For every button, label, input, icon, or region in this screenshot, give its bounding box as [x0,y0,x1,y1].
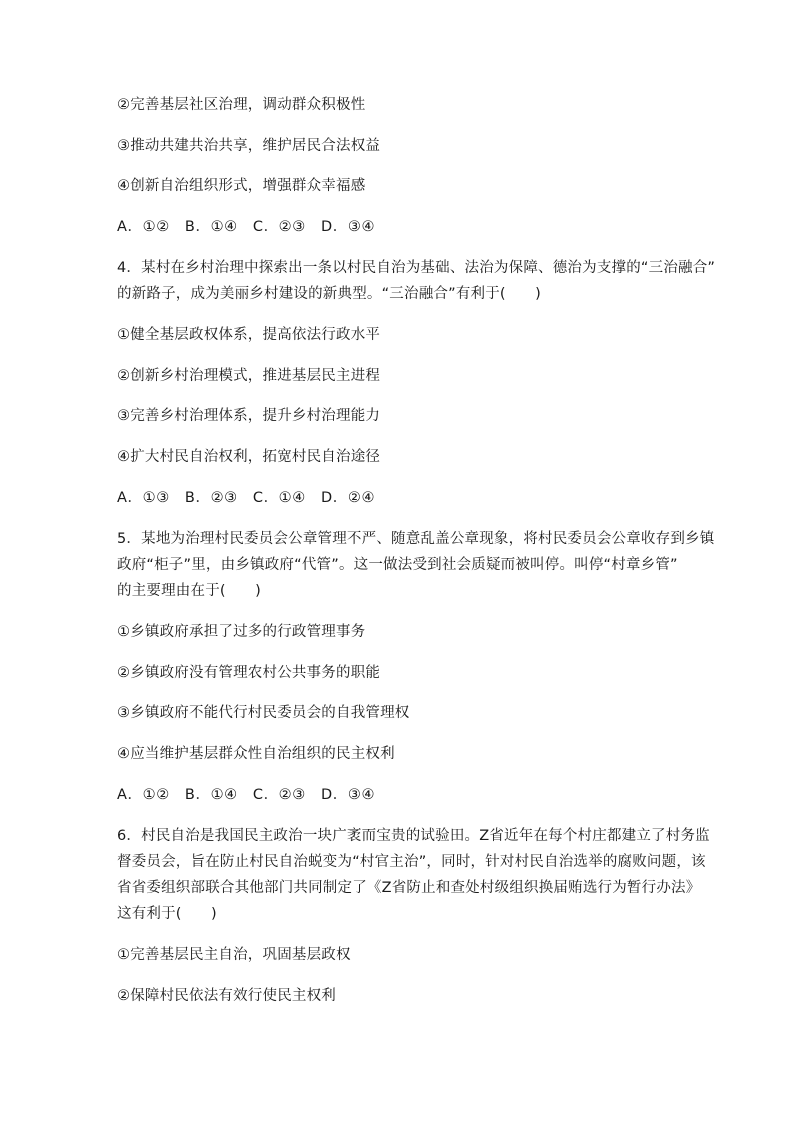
q6-stem-line-3: 省省委组织部联合其他部门共同制定了《Z省防止和查处村级组织换届贿选行为暂行办法》 [117,880,701,896]
q5-answer-choices: A．①② B．①④ C．②③ D．③④ [117,787,376,803]
q6-option-1: ①完善基层民主自治，巩固基层政权 [117,947,351,963]
q6-stem-line-4: 这有利于( ) [117,906,217,922]
q4-option-4: ④扩大村民自治权利，拓宽村民自治途径 [117,449,381,465]
q4-option-1: ①健全基层政权体系，提高依法行政水平 [117,327,381,343]
q6-option-2: ②保障村民依法有效行使民主权利 [117,988,336,1004]
q5-stem-line-2: 政府“柜子”里，由乡镇政府“代管”。这一做法受到社会质疑而被叫停。叫停“村章乡管” [117,557,678,573]
q5-option-2: ②乡镇政府没有管理农村公共事务的职能 [117,665,381,681]
q5-stem-line-3: 的主要理由在于( ) [117,583,262,599]
q3-option-3: ③推动共建共治共享，维护居民合法权益 [117,138,381,154]
q3-answer-choices: A．①② B．①④ C．②③ D．③④ [117,219,376,235]
q3-option-4: ④创新自治组织形式，增强群众幸福感 [117,178,366,194]
q6-stem-line-1: 6．村民自治是我国民主政治一块广袤而宝贵的试验田。Z省近年在每个村庄都建立了村务监 [117,828,710,844]
q4-option-3: ③完善乡村治理体系，提升乡村治理能力 [117,408,381,424]
q5-option-3: ③乡镇政府不能代行村民委员会的自我管理权 [117,705,410,721]
q4-stem-line-1: 4．某村在乡村治理中探索出一条以村民自治为基础、法治为保障、德治为支撑的“三治融合” [117,260,716,276]
q4-answer-choices: A．①③ B．②③ C．①④ D．②④ [117,490,376,506]
q4-stem-line-2: 的新路子，成为美丽乡村建设的新典型。“三治融合”有利于( ) [117,286,542,302]
q6-stem-line-2: 督委员会，旨在防止村民自治蜕变为“村官主治”，同时，针对村民自治选举的腐败问题，该 [117,854,706,870]
q5-option-4: ④应当维护基层群众性自治组织的民主权利 [117,746,395,762]
q5-option-1: ①乡镇政府承担了过多的行政管理事务 [117,624,366,640]
q4-option-2: ②创新乡村治理模式，推进基层民主进程 [117,368,381,384]
q5-stem-line-1: 5．某地为治理村民委员会公章管理不严、随意乱盖公章现象，将村民委员会公章收存到乡镇 [117,531,715,547]
q3-option-2: ②完善基层社区治理，调动群众积极性 [117,97,366,113]
